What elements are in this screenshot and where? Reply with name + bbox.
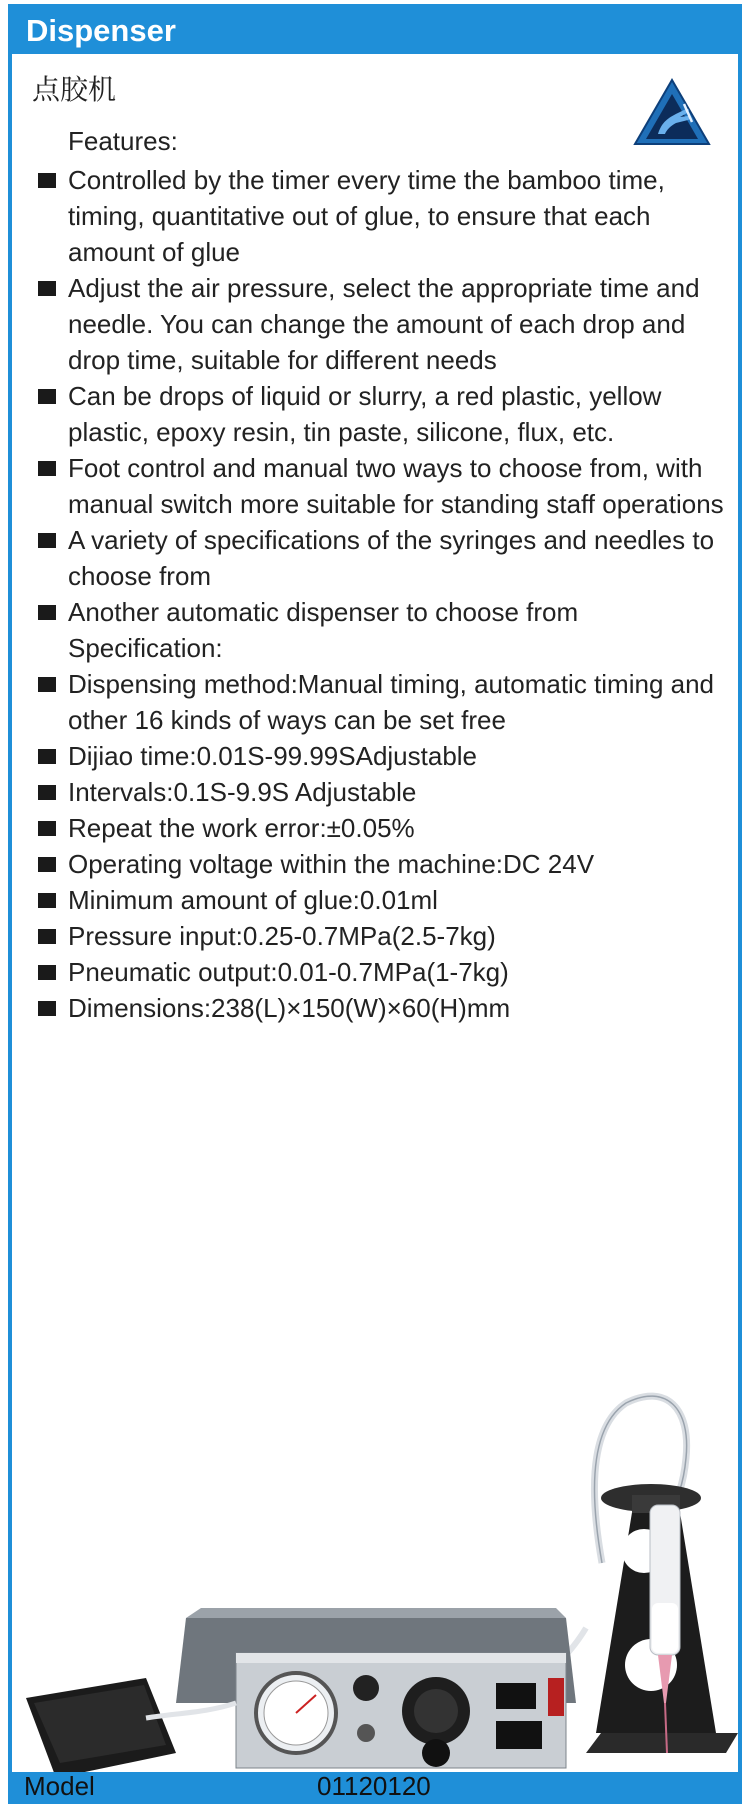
list-item-text: Pneumatic output:0.01-0.7MPa(1-7kg) [68, 957, 509, 987]
list-item-text: Intervals:0.1S-9.9S Adjustable [68, 777, 417, 807]
list-item-text: Dimensions:238(L)×150(W)×60(H)mm [68, 993, 511, 1023]
square-bullet-icon [38, 389, 56, 404]
square-bullet-icon [38, 821, 56, 836]
features-heading: Features: [68, 126, 178, 156]
list-item-text: Repeat the work error:±0.05% [68, 813, 415, 843]
list-item-text: Dijiao time:0.01S-99.99SAdjustable [68, 741, 478, 771]
list-item [32, 378, 732, 450]
square-bullet-icon [38, 533, 56, 548]
list-item [32, 990, 732, 1026]
list-item [32, 954, 732, 990]
list-item [32, 162, 732, 270]
list-item [32, 810, 732, 846]
model-label: Model [24, 1771, 95, 1801]
list-item [32, 594, 732, 666]
list-item [32, 738, 732, 774]
list-item-text: Can be drops of liquid or slurry, a red plastic, yellow plastic, epoxy resin, tin paste, silicone, flux, etc. [68, 381, 662, 447]
square-bullet-icon [38, 749, 56, 764]
list-item-text: Another automatic dispenser to choose from [68, 597, 579, 627]
list-item [32, 270, 732, 378]
model-number: 01120120 [317, 1771, 431, 1801]
list-item-text: Minimum amount of glue:0.01ml [68, 885, 438, 915]
square-bullet-icon [38, 893, 56, 908]
list-item [32, 774, 732, 810]
square-bullet-icon [38, 281, 56, 296]
square-bullet-icon [38, 929, 56, 944]
list-item-text: Pressure input:0.25-0.7MPa(2.5-7kg) [68, 921, 496, 951]
list-item-text: A variety of specifications of the syringes and needles to choose from [68, 525, 715, 591]
square-bullet-icon [38, 677, 56, 692]
list-item-text: Controlled by the timer every time the bamboo time, timing, quantitative out of glue, to ensure that each amount of glue [68, 165, 665, 267]
square-bullet-icon [38, 605, 56, 620]
page-title: Dispenser [26, 13, 176, 48]
list-item [32, 450, 732, 522]
esd-warning-icon [632, 76, 712, 148]
list-item [32, 522, 732, 594]
list-item-text: Dispensing method:Manual timing, automatic timing and other 16 kinds of ways can be set free [68, 669, 715, 735]
square-bullet-icon [38, 1001, 56, 1016]
section-heading: Specification: [68, 633, 223, 663]
square-bullet-icon [38, 461, 56, 476]
square-bullet-icon [38, 785, 56, 800]
list-item [32, 846, 732, 882]
list-item-text: Foot control and manual two ways to choose from, with manual switch more suitable for standing staff operations [68, 453, 724, 519]
feature-list [32, 162, 732, 1026]
dispenser-product-photo [26, 1233, 738, 1778]
header-bar [12, 8, 738, 54]
square-bullet-icon [38, 857, 56, 872]
square-bullet-icon [38, 965, 56, 980]
chinese-subtitle: 点胶机 [32, 73, 117, 106]
square-bullet-icon [38, 173, 56, 188]
list-item-text: Adjust the air pressure, select the appropriate time and needle. You can change the amount of each drop and drop time, suitable for different needs [68, 273, 700, 375]
product-card [8, 4, 742, 1804]
model-bar [12, 1772, 738, 1800]
list-item [32, 918, 732, 954]
list-item-text: Operating voltage within the machine:DC 24V [68, 849, 595, 879]
list-item [32, 882, 732, 918]
list-item [32, 666, 732, 738]
